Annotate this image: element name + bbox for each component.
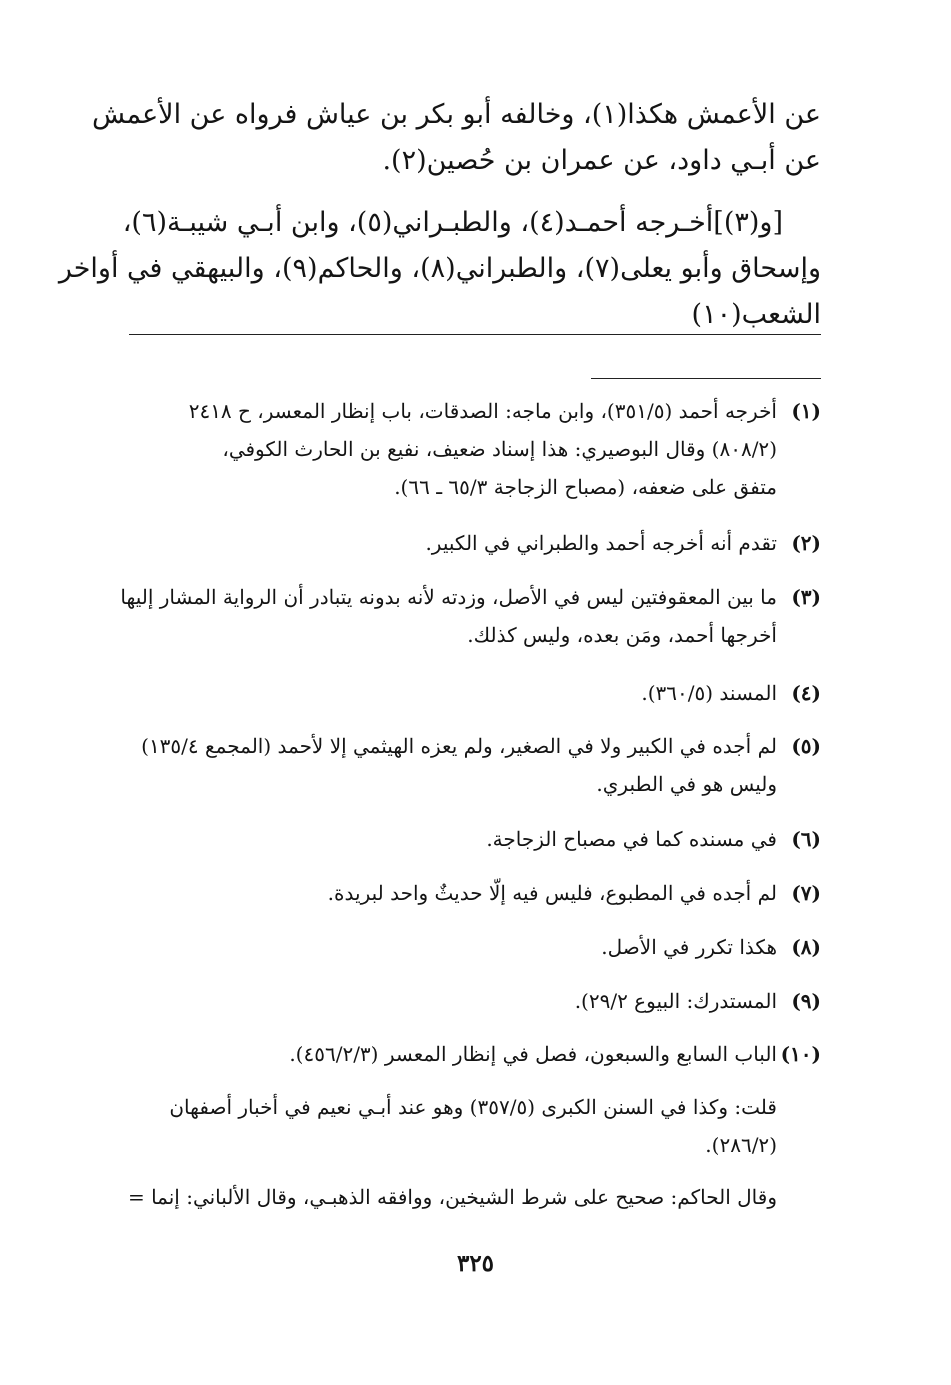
footnote-text: لم أجده في المطبوع، فليس فيه إلّا حديثٌ واحد لبريدة. <box>327 881 777 905</box>
footnote-text: المسند (٣٦٠/٥). <box>641 681 777 705</box>
note-text: (٢٨٦/٢). <box>705 1133 777 1157</box>
footnote-text: المستدرك: البيوع ٢٩/٢). <box>574 989 777 1013</box>
footnote-text: تقدم أنه أخرجه أحمد والطبراني في الكبير. <box>425 531 777 555</box>
footnote-text: وليس هو في الطبري. <box>596 772 777 796</box>
footnote-text: لم أجده في الكبير ولا في الصغير، ولم يعزه الهيثمي إلا لأحمد (المجمع ١٣٥/٤) <box>141 734 777 758</box>
footnote-text: ما بين المعقوفتين ليس في الأصل، وزدته لأنه بدونه يتبادر أن الرواية المشار إليها <box>120 585 777 609</box>
text-end-rule <box>129 334 821 335</box>
footnote-3 <box>120 578 821 654</box>
footnote-text: أخرجها أحمد، ومَن بعده، وليس كذلك. <box>467 623 777 647</box>
footnote-number: (٣) <box>791 585 821 609</box>
footnote-5 <box>129 727 821 803</box>
footnote-text: الباب السابع والسبعون، فصل في إنظار المعسر (٤٥٦/٢/٣). <box>289 1042 777 1066</box>
footnote-number: (٤) <box>791 681 821 705</box>
footnote-number: (٧) <box>791 881 821 905</box>
footnote-9 <box>129 982 821 1020</box>
note-qultu <box>129 1088 777 1164</box>
main-line: عن أبـي داود، عن عمران بن حُصين(٢). <box>382 145 821 176</box>
note-text: وقال الحاكم: صحيح على شرط الشيخين، ووافقه الذهبـي، وقال الألباني: إنما = <box>127 1185 777 1209</box>
main-line: عن الأعمش هكذا(١)، وخالفه أبو بكر بن عياش فرواه عن الأعمش <box>92 99 821 130</box>
footnote-8 <box>129 928 821 966</box>
note-text: قلت: وكذا في السنن الكبرى (٣٥٧/٥) وهو عند أبـي نعيم في أخبار أصفهان <box>169 1095 777 1119</box>
footnote-number: (٨) <box>791 935 821 959</box>
footnote-number: (٦) <box>791 827 821 851</box>
note-hakim <box>129 1178 777 1216</box>
footnote-2 <box>129 524 821 562</box>
footnote-7 <box>129 874 821 912</box>
footnote-6 <box>129 820 821 858</box>
footnote-number: (٥) <box>791 734 821 758</box>
footnote-text: أخرجه أحمد (٣٥١/٥)، وابن ماجه: الصدقات، باب إنظار المعسر، ح ٢٤١٨ <box>188 399 777 423</box>
main-line: وإسحاق وأبو يعلى(٧)، والطبراني(٨)، والحاكم(٩)، والبيهقي في أواخر <box>58 253 821 284</box>
footnote-text: في مسنده كما في مصباح الزجاجة. <box>486 827 777 851</box>
footnote-text: هكذا تكرر في الأصل. <box>601 935 777 959</box>
main-line: الشعب(١٠) <box>691 299 821 330</box>
main-paragraph-2 <box>58 200 821 338</box>
footnote-text: متفق على ضعفه، (مصباح الزجاجة ٦٥/٣ ـ ٦٦). <box>394 475 777 499</box>
footnote-10 <box>129 1035 821 1073</box>
footnote-4 <box>129 674 821 712</box>
main-line: [و(٣)]أخـرجه أحمـد(٤)، والطبـراني(٥)، وابن أبـي شيبـة(٦)، <box>122 207 783 238</box>
main-paragraph-1 <box>92 92 821 184</box>
footnote-number: (٢) <box>791 531 821 555</box>
footnote-text: (٨٠٨/٢) وقال البوصيري: هذا إسناد ضعيف، نفيع بن الحارث الكوفي، <box>222 437 777 461</box>
footnote-number: (٩) <box>791 989 821 1013</box>
footnote-number: (١) <box>791 399 821 423</box>
footnote-1 <box>129 392 821 506</box>
page-number: ٣٢٥ <box>456 1250 495 1277</box>
footnote-separator <box>591 378 821 379</box>
footnote-number: (١٠) <box>780 1042 821 1066</box>
